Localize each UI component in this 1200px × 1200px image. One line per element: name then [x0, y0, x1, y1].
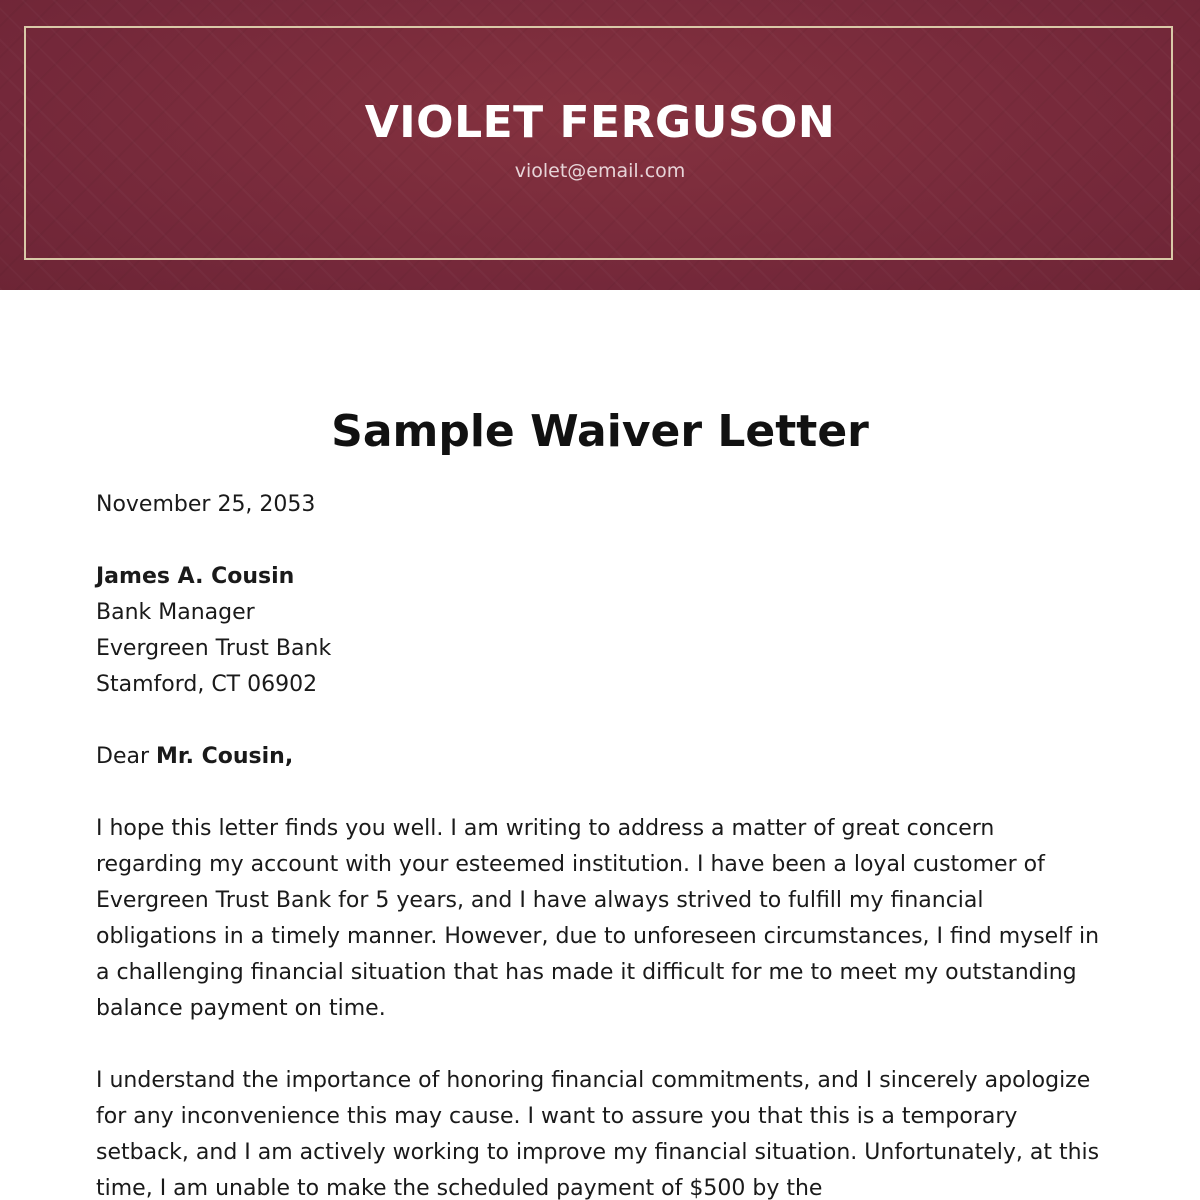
- recipient-address: Stamford, CT 06902: [96, 672, 318, 697]
- document-title: Sample Waiver Letter: [331, 406, 869, 457]
- salutation-name: Mr. Cousin,: [156, 744, 294, 769]
- salutation: [96, 739, 1106, 775]
- recipient-organization: Evergreen Trust Bank: [96, 636, 332, 661]
- body-paragraph-2: I understand the importance of honoring financial commitments, and I sincerely apologize for any inconvenience this may cause. I want to assure you that this is a temporary setback, and I am actively working to improve my financial situation. Unfortunately, at this time, I am unable to make the scheduled payment of $500 by the: [96, 1068, 1100, 1200]
- recipient-name: James A. Cousin: [96, 564, 295, 589]
- body-paragraph-1: I hope this letter finds you well. I am writing to address a matter of great concern regarding my account with your esteemed institution. I have been a loyal customer of Evergreen Trust Bank for 5 years, and I have always strived to fulfill my financial obligations in a timely manner. However, due to unforeseen circumstances, I find myself in a challenging financial situation that has made it difficult for me to meet my outstanding balance payment on time.: [96, 816, 1100, 1021]
- recipient-block: [96, 559, 1106, 703]
- sender-name: VIOLET FERGUSON: [364, 97, 836, 148]
- recipient-title: Bank Manager: [96, 600, 255, 625]
- salutation-greeting: Dear: [96, 744, 156, 769]
- sender-email: violet@email.com: [514, 160, 686, 182]
- letter-date: November 25, 2053: [96, 492, 316, 517]
